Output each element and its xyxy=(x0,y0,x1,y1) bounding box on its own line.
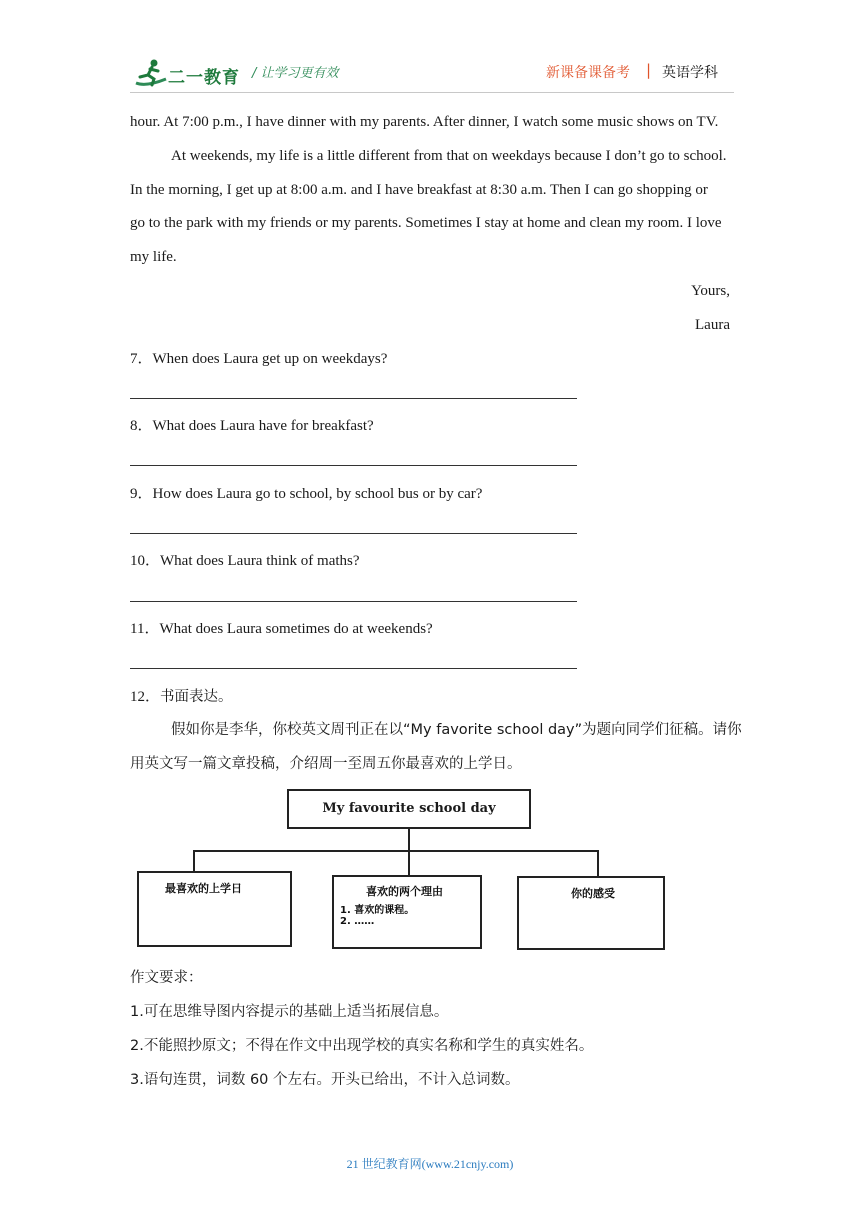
answer-line[interactable] xyxy=(130,465,577,466)
writing-heading xyxy=(130,687,233,707)
question-10 xyxy=(130,551,360,571)
question-text: What does Laura think of maths? xyxy=(160,553,360,569)
runner-logo-icon xyxy=(132,57,172,89)
mindmap-connector xyxy=(193,850,195,872)
requirements-title: 作文要求： xyxy=(130,970,203,986)
passage-line: At weekends, my life is a little different from that on weekdays because I don’t go to school. xyxy=(171,148,727,164)
brand-name: 二一教育 xyxy=(168,68,240,88)
question-number: 10． xyxy=(130,553,161,569)
mindmap-branch-label: 喜欢的两个理由 xyxy=(366,885,443,898)
answer-line[interactable] xyxy=(130,601,577,602)
mindmap-branch-label: 你的感受 xyxy=(571,887,615,900)
answer-line[interactable] xyxy=(130,668,577,669)
question-number: 8． xyxy=(130,418,153,434)
passage-line: hour. At 7:00 p.m., I have dinner with my parents. After dinner, I watch some music shows on TV. xyxy=(130,114,719,130)
question-text: What does Laura sometimes do at weekends? xyxy=(159,621,433,637)
question-text: When does Laura get up on weekdays? xyxy=(152,351,388,367)
mindmap-branch xyxy=(332,875,482,949)
question-number: 11． xyxy=(130,621,160,637)
question-text: How does Laura go to school, by school bus or by car? xyxy=(152,486,483,502)
answer-line[interactable] xyxy=(130,533,577,534)
question-number: 12． xyxy=(130,689,161,705)
brand-slogan: / 让学习更有效 xyxy=(252,66,339,81)
mindmap-root-label: My favourite school day xyxy=(322,801,496,816)
writing-title: 书面表达。 xyxy=(160,689,233,705)
mindmap-connector xyxy=(597,850,599,877)
question-number: 9． xyxy=(130,486,153,502)
header-divider xyxy=(130,92,734,93)
mindmap-connector xyxy=(193,850,599,852)
question-11 xyxy=(130,619,433,639)
header-category: 新课备课备考 xyxy=(546,65,630,81)
requirement-item: 2.不能照抄原文；不得在作文中出现学校的真实名称和学生的真实姓名。 xyxy=(130,1038,594,1054)
question-number: 7． xyxy=(130,351,153,367)
passage-line: my life. xyxy=(130,249,177,265)
letter-closing: Yours, xyxy=(691,283,730,299)
mindmap-connector xyxy=(408,829,410,851)
answer-line[interactable] xyxy=(130,398,577,399)
mindmap-branch xyxy=(137,871,292,947)
question-9 xyxy=(130,484,482,504)
header-subject: 英语学科 xyxy=(662,65,718,81)
question-7 xyxy=(130,349,387,369)
mindmap-list-item: 2. …… xyxy=(340,916,375,927)
mindmap-branch xyxy=(517,876,665,950)
requirement-item: 1.可在思维导图内容提示的基础上适当拓展信息。 xyxy=(130,1004,449,1020)
passage-line: In the morning, I get up at 8:00 a.m. and I have breakfast at 8:30 a.m. Then I can go shopping or xyxy=(130,182,708,198)
footer-link[interactable]: 21 世纪教育网(www.21cnjy.com) xyxy=(346,1157,514,1171)
requirement-item: 3.语句连贯，词数 60 个左右。开头已给出，不计入总词数。 xyxy=(130,1072,520,1088)
header-separator: | xyxy=(646,61,652,79)
mindmap-root xyxy=(287,789,531,829)
letter-signature: Laura xyxy=(695,317,730,333)
mindmap-connector xyxy=(408,850,410,876)
question-8 xyxy=(130,416,374,436)
mindmap-list-item: 1. 喜欢的课程。 xyxy=(340,905,415,916)
writing-prompt: 用英文写一篇文章投稿，介绍周一至周五你最喜欢的上学日。 xyxy=(130,756,522,772)
mindmap-branch-label: 最喜欢的上学日 xyxy=(165,882,242,895)
question-text: What does Laura have for breakfast? xyxy=(152,418,374,434)
writing-prompt: 假如你是李华，你校英文周刊正在以“My favorite school day”为题向同学们征稿。请你 xyxy=(171,722,742,738)
passage-line: go to the park with my friends or my parents. Sometimes I stay at home and clean my room. I love xyxy=(130,215,722,231)
